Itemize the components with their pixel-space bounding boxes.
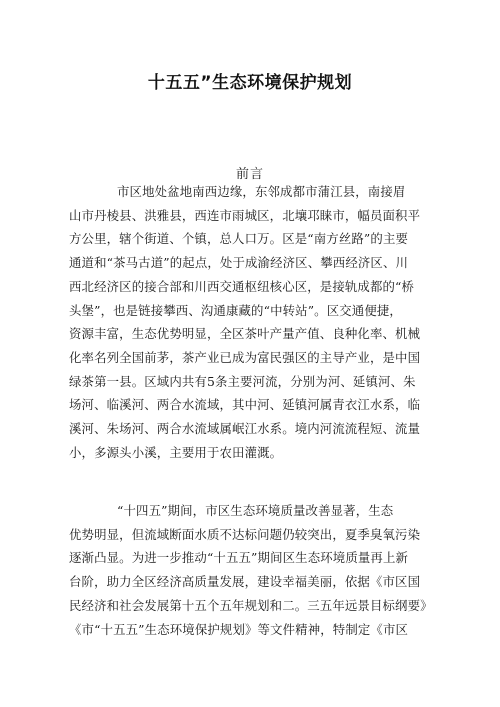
- paragraph-line: 通道和“茶马古道”的起点，处于成渝经济区、攀西经济区、川: [69, 255, 409, 271]
- paragraph-line: “十四五”期间，市区生态环境质量改善显著，生态: [117, 503, 394, 518]
- preface-paragraph-1: [69, 180, 433, 464]
- paragraph-line: 资源丰富，生态优势明显，全区茶叶产量产值、良种化率、机械: [69, 326, 421, 342]
- paragraph-line: 西北经济区的接合部和川西交通枢纽核心区，是接轨成都的“桥: [69, 278, 415, 294]
- paragraph-line: 山市丹棱县、洪雅县，西连市雨城区，北壤邛睐市，幅员面积平: [69, 207, 421, 223]
- paragraph-line: 化率名列全国前茅，茶产业已成为富民强区的主导产业，是中国: [69, 349, 421, 365]
- paragraph-line: 《市“十五五”生态环境保护规划》等文件精神，特制定《市区: [69, 621, 409, 637]
- preface-paragraph-2: [69, 499, 433, 641]
- paragraph-line: 绿茶第一县。区域内共有5条主要河流，分别为河、延镇河、朱: [69, 373, 416, 389]
- paragraph-line: 小，多源头小溪，主要用于农田灌溉。: [69, 444, 283, 460]
- section-heading-preface: 前言: [235, 167, 264, 182]
- paragraph-line: 头堡”，也是链接攀西、沟通康藏的“中转站”。区交通便捷，: [69, 302, 402, 318]
- paragraph-line: 台阶，助力全区经济高质量发展，建设幸福美丽，依据《市区国: [69, 574, 421, 590]
- paragraph-line: 优势明显，但流域断面水质不达标问题仍较突出，夏季臭氧污染: [69, 526, 421, 542]
- paragraph-line: 市区地处盆地南西边缘，东邻成都市蒲江县，南接眉: [117, 184, 406, 199]
- paragraph-line: 方公里，辖个街道、个镇，总人口万。区是“南方丝路”的主要: [69, 231, 409, 247]
- paragraph-line: 逐渐凸显。为进一步推动“十五五”期间区生态环境质量再上新: [69, 550, 409, 566]
- paragraph-line: 溪河、朱场河、两合水流域属岷江水系。境内河流流程短、流量: [69, 421, 421, 437]
- paragraph-line: 场河、临溪河、两合水流域，其中河、延镇河属青衣江水系，临: [69, 397, 421, 413]
- paragraph-line: 民经济和社会发展第十五个五年规划和二。三五年远景目标纲要》: [69, 597, 433, 613]
- document-title: 十五五”生态环境保护规划: [147, 73, 353, 93]
